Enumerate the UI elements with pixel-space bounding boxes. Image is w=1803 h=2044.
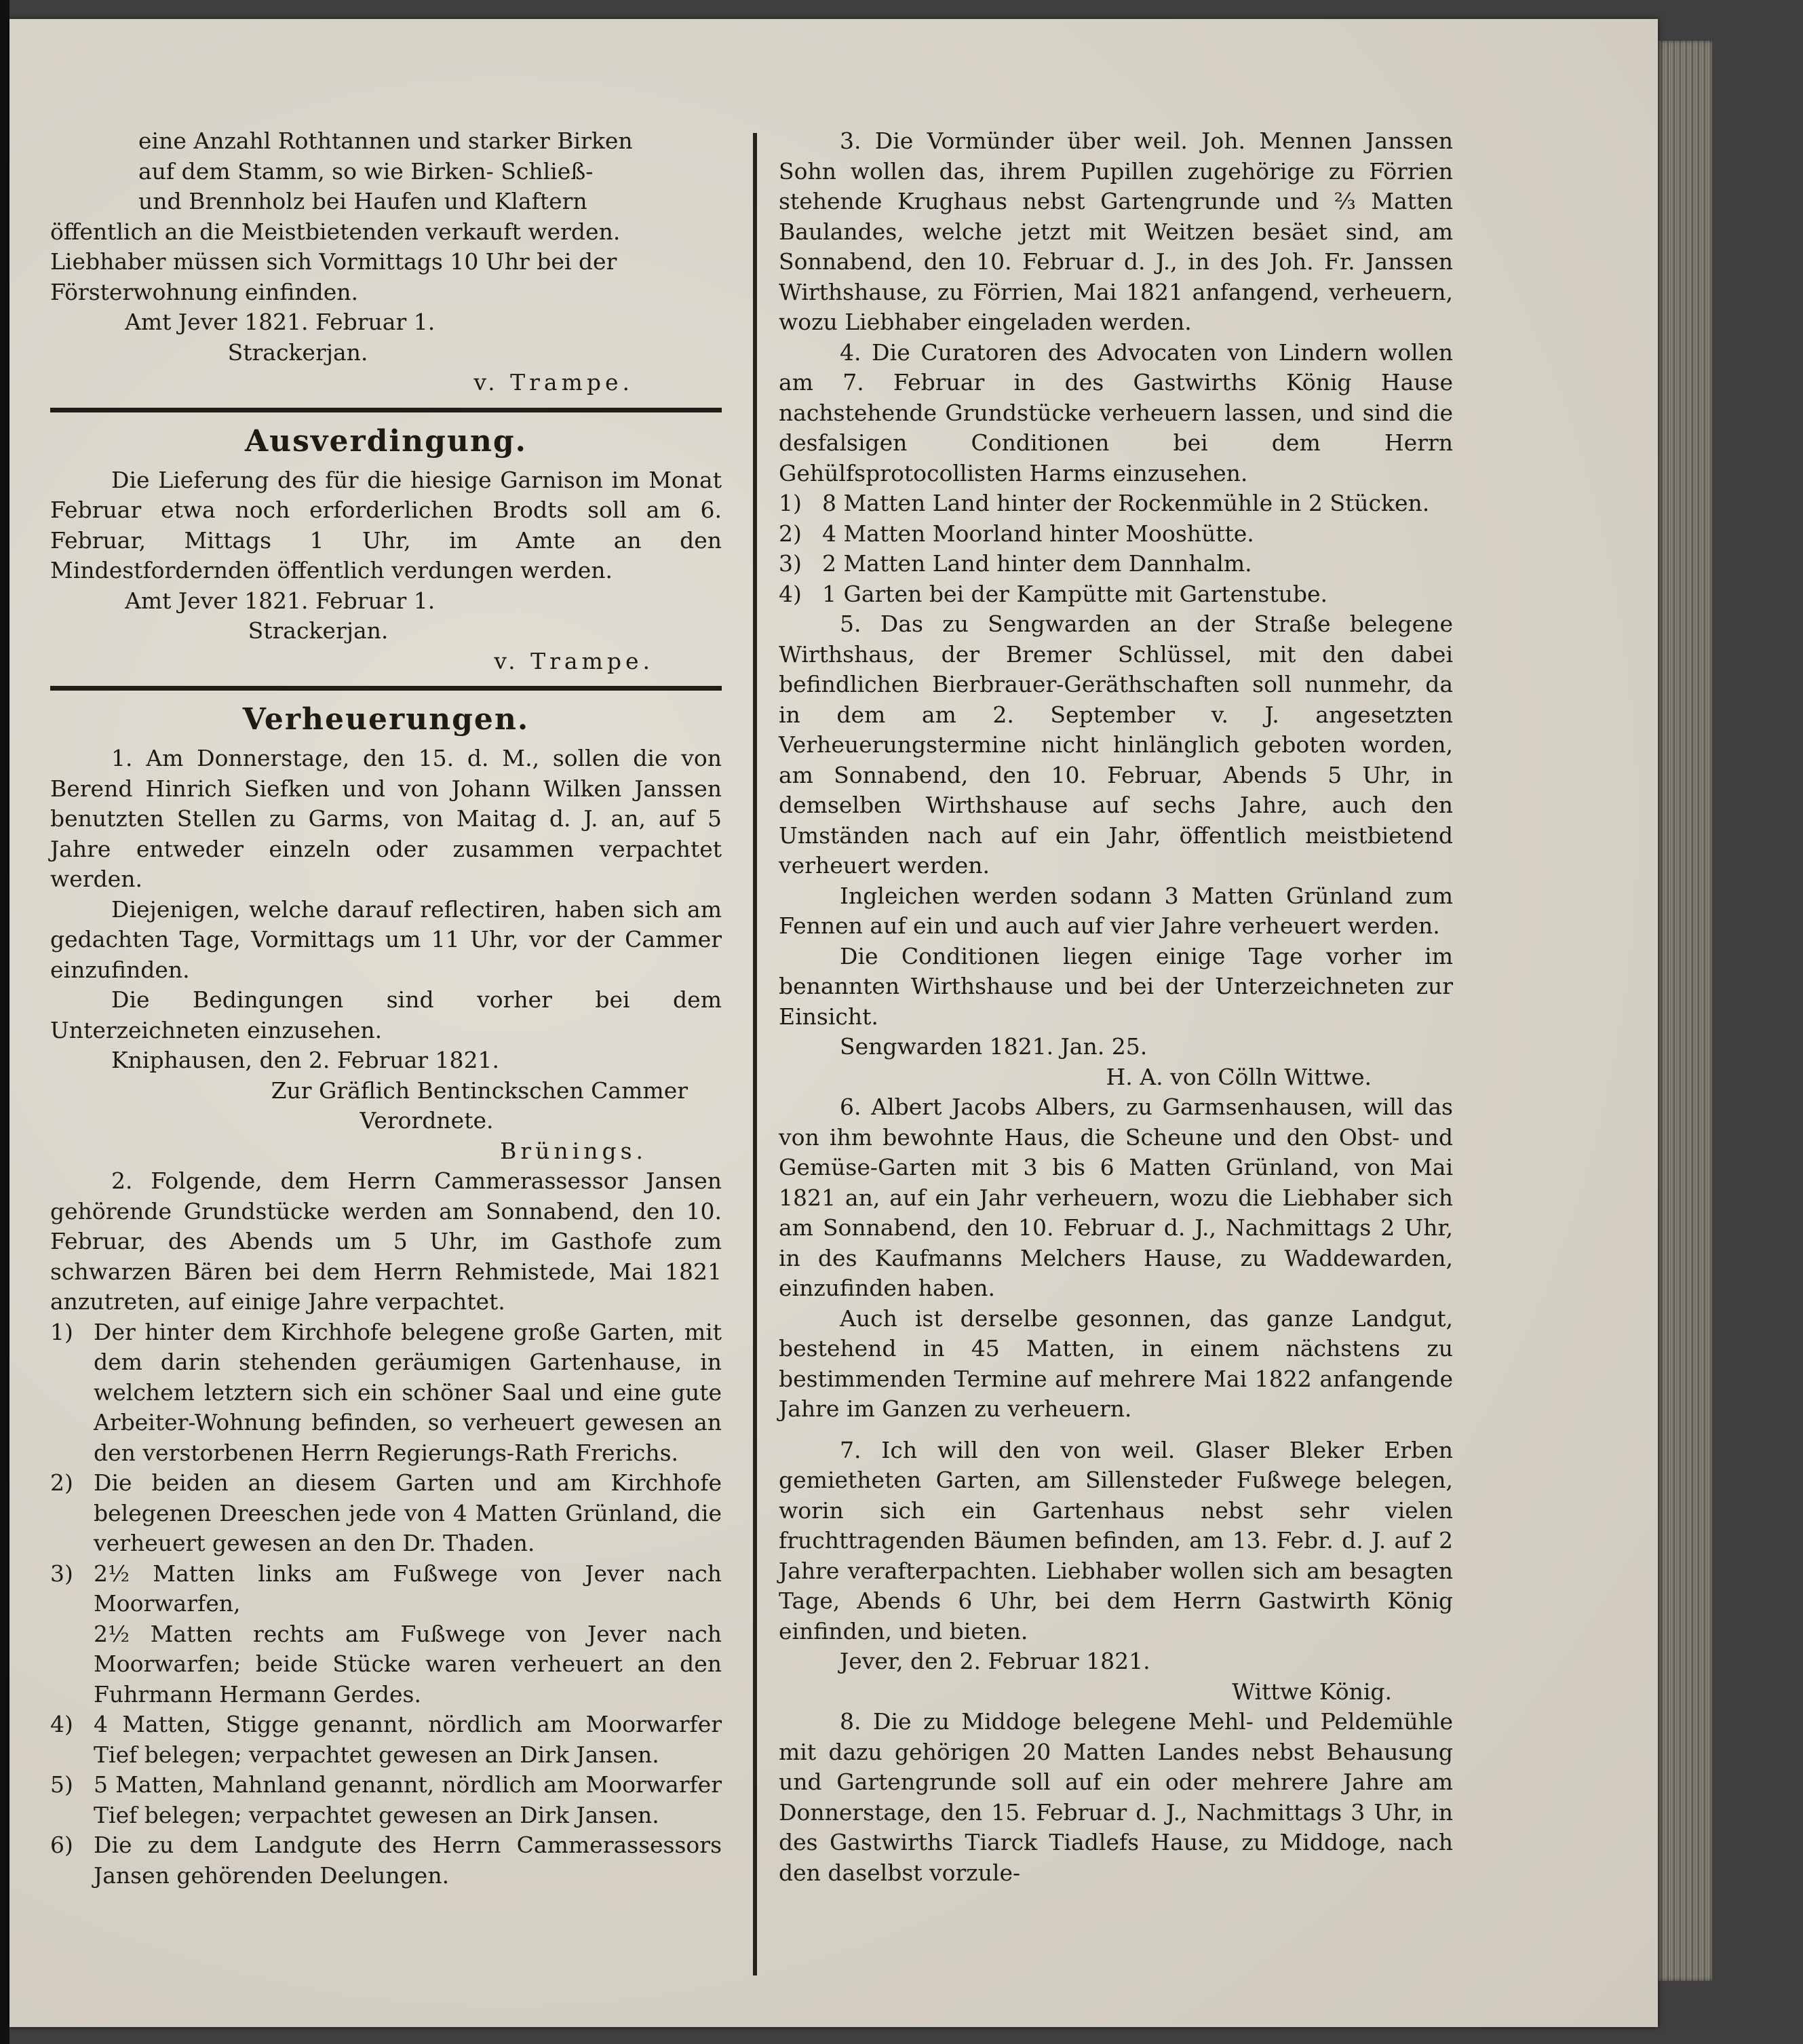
section-rule <box>50 686 722 691</box>
place-date: Amt Jever 1821. Februar 1. <box>125 309 435 335</box>
section-rule <box>50 408 722 412</box>
notice-text: 2. Folgende, dem Herrn Cammerassessor Jansen gehörende Grundstücke werden am Sonnabend, den 10. Februar, des Abends um 5 Uhr, im Gasthofe zum schwarzen Bären bei dem Herrn Rehmistede, Mai 1821 anzutreten, auf einige Jahre verpachtet. <box>50 1168 722 1315</box>
text-line: Liebhaber müssen sich Vormittags 10 Uhr bei der <box>50 248 617 275</box>
signature: v. Trampe. <box>473 369 634 396</box>
text-line: auf dem Stamm, so wie Birken- Schließ- <box>138 157 594 185</box>
spacer <box>779 1425 1453 1435</box>
signature: Wittwe König. <box>1232 1678 1392 1705</box>
signature: v. Trampe. <box>494 647 654 674</box>
list-number: 3) <box>779 550 802 577</box>
notice-text: 5. Das zu Sengwarden an der Straße belegene Wirthshaus, der Bremer Schlüssel, mit den dabei befindlichen Bierbrauer-Geräthschaften soll nunmehr, da in dem am 2. September v. J. angesetzten Verheuerungstermine nicht hinlänglich geboten worden, am Sonnabend, den 10. Februar, Abends 5 Uhr, in demselben Wirthshause auf sechs Jahre, auch den Umständen nach auf ein Jahr, öffentlich meistbietend verheuert werden. <box>779 611 1453 879</box>
list-item <box>50 1830 722 1891</box>
book-page-edges <box>1658 41 1712 1981</box>
place-date: Sengwarden 1821. Jan. 25. <box>840 1033 1148 1060</box>
list-text: 8 Matten Land hinter der Rockenmühle in 2 Stücken. <box>822 490 1430 516</box>
text-line: und Brennholz bei Haufen und Klaftern <box>138 188 587 214</box>
list-item <box>50 1619 722 1710</box>
notice-text: Die Lieferung des für die hiesige Garnison im Monat Februar etwa noch erforderlichen Brodts soll am 6. Februar, Mittags 1 Uhr, im Amte an den Mindestfordernden öffentlich verdungen werden. <box>50 466 722 583</box>
right-column <box>779 126 1453 1888</box>
text-line: Försterwohnung einfinden. <box>50 278 358 305</box>
column-divider <box>753 133 757 1975</box>
notice-text: 8. Die zu Middoge belegene Mehl- und Peldemühle mit dazu gehörigen 20 Matten Landes nebst Behausung und Gartengrunde soll auf ein oder mehrere Jahre am Donnerstage, den 15. Februar d. J., Nachmittags 3 Uhr, in des Gastwirths Tiarck Tiadlefs Hause, zu Middoge, nach den daselbst vorzule- <box>779 1708 1453 1886</box>
list-number: 4) <box>779 580 802 607</box>
list-number: 1) <box>50 1318 73 1345</box>
list-text: 2½ Matten links am Fußwege von Jever nach Moorwarfen, <box>94 1560 722 1617</box>
property-list <box>779 488 1453 609</box>
notice-text: Die Bedingungen sind vorher bei dem Unterzeichneten einzusehen. <box>50 986 722 1043</box>
place-date: Jever, den 2. Februar 1821. <box>840 1648 1150 1674</box>
list-item <box>779 519 1453 549</box>
list-text: 2½ Matten rechts am Fußwege von Jever nach Moorwarfen; beide Stücke waren verheuert an den Fuhrmann Hermann Gerdes. <box>94 1620 722 1708</box>
list-number: 2) <box>50 1469 73 1496</box>
notice-text: Diejenigen, welche darauf reflectiren, haben sich am gedachten Tage, Vormittags um 11 Uhr, vor der Cammer einzufinden. <box>50 895 722 983</box>
text-line: öffentlich an die Meistbietenden verkauft werden. <box>50 218 621 245</box>
list-item <box>50 1468 722 1559</box>
signature: Brünings. <box>500 1137 647 1164</box>
list-text: Die zu dem Landgute des Herrn Cammerassessors Jansen gehörenden Deelungen. <box>94 1832 722 1889</box>
list-number: 3) <box>50 1560 73 1587</box>
list-number: 6) <box>50 1832 73 1858</box>
scan-border <box>0 0 9 2044</box>
list-text: Die beiden an diesem Garten und am Kirchhofe belegenen Dreeschen jede von 4 Matten Grünland, die verheuert gewesen an den Dr. Thaden. <box>94 1469 722 1556</box>
list-text: 5 Matten, Mahnland genannt, nördlich am Moorwarfer Tief belegen; verpachtet gewesen an Dirk Jansen. <box>94 1771 722 1828</box>
place-date: Kniphausen, den 2. Februar 1821. <box>111 1047 500 1073</box>
list-item <box>779 549 1453 579</box>
signature: Zur Gräflich Bentinckschen Cammer <box>271 1077 688 1104</box>
list-number: 5) <box>50 1771 73 1798</box>
section-heading: Verheuerungen. <box>242 702 530 737</box>
place-date: Amt Jever 1821. Februar 1. <box>125 587 435 614</box>
notice-text: Die Conditionen liegen einige Tage vorher im benannten Wirthshause und bei der Unterzeichneten zur Einsicht. <box>779 942 1453 1030</box>
list-number: 4) <box>50 1711 73 1737</box>
list-item <box>779 488 1453 519</box>
list-text: 4 Matten, Stigge genannt, nördlich am Moorwarfer Tief belegen; verpachtet gewesen an Dirk Jansen. <box>94 1711 722 1768</box>
notice-text: Auch ist derselbe gesonnen, das ganze Landgut, bestehend in 45 Matten, in einem nächstens zu bestimmenden Termine auf mehrere Mai 1822 anfangende Jahre im Ganzen zu verheuern. <box>779 1305 1453 1422</box>
notice-text: 1. Am Donnerstage, den 15. d. M., sollen die von Berend Hinrich Siefken und von Johann Wilken Janssen benutzten Stellen zu Garms, von Maitag d. J. an, auf 5 Jahre entweder einzeln oder zusammen verpachtet werden. <box>50 745 722 892</box>
text-line: eine Anzahl Rothtannen und starker Birken <box>138 128 633 154</box>
list-item <box>50 1770 722 1830</box>
notice-text: 3. Die Vormünder über weil. Joh. Mennen Janssen Sohn wollen das, ihrem Pupillen zugehörige zu Förrien stehende Krughaus nebst Gartengrunde und ⅔ Matten Baulandes, welche jetzt mit Weitzen besäet sind, am Sonnabend, den 10. Februar d. J., in des Joh. Fr. Janssen Wirthshause, zu Förrien, Mai 1821 anfangend, verheuern, wozu Liebhaber eingeladen werden. <box>779 128 1453 335</box>
notice-text: 7. Ich will den von weil. Glaser Bleker Erben gemietheten Garten, am Sillensteder Fußwege belegen, worin sich ein Gartenhaus nebst sehr vielen fruchttragenden Bäumen befinden, am 13. Febr. d. J. auf 2 Jahre verafterpachten. Liebhaber wollen sich am besagten Tage, Abends 6 Uhr, bei dem Herrn Gastwirth König einfinden, und bieten. <box>779 1436 1453 1644</box>
notice-text: 6. Albert Jacobs Albers, zu Garmsenhausen, will das von ihm bewohnte Haus, die Scheune und den Obst- und Gemüse-Garten mit 3 bis 6 Matten Grünland, von Mai 1821 an, auf ein Jahr verheuern, wozu die Liebhaber sich am Sonnabend, den 10. Februar d. J., Nachmittags 2 Uhr, in des Kaufmanns Melchers Hause, zu Waddewarden, einzufinden haben. <box>779 1094 1453 1301</box>
left-column <box>50 126 722 1891</box>
notice-text: 4. Die Curatoren des Advocaten von Lindern wollen am 7. Februar in des Gastwirths König Hause nachstehende Grundstücke verheuern lassen, und sind die desfalsigen Conditionen bei dem Herrn Gehülfsprotocollisten Harms einzusehen. <box>779 339 1453 486</box>
signature: Strackerjan. <box>227 339 368 366</box>
list-number <box>50 1619 94 1710</box>
section-heading: Ausverdingung. <box>245 423 527 459</box>
list-text: Der hinter dem Kirchhofe belegene große Garten, mit dem darin stehenden geräumigen Gartenhause, in welchem letztern sich ein schöner Saal und eine gute Arbeiter-Wohnung befinden, so verheuert gewesen an den verstorbenen Herrn Regierungs-Rath Frerichs. <box>94 1318 722 1466</box>
list-number: 2) <box>779 520 802 547</box>
intro-lines <box>50 126 722 307</box>
list-item <box>50 1317 722 1469</box>
list-item <box>50 1559 722 1619</box>
property-list <box>50 1317 722 1891</box>
list-text: 2 Matten Land hinter dem Dannhalm. <box>822 550 1252 577</box>
list-item <box>779 579 1453 610</box>
list-text: 4 Matten Moorland hinter Mooshütte. <box>822 520 1254 547</box>
list-item <box>50 1710 722 1770</box>
signature: H. A. von Cölln Wittwe. <box>1106 1063 1372 1090</box>
signature: Verordnete. <box>360 1107 494 1134</box>
list-number: 1) <box>779 490 802 516</box>
list-text: 1 Garten bei der Kampütte mit Gartenstube. <box>822 580 1328 607</box>
signature: Strackerjan. <box>248 617 389 644</box>
notice-text: Ingleichen werden sodann 3 Matten Grünland zum Fennen auf ein und auch auf vier Jahre verheuert werden. <box>779 882 1453 939</box>
